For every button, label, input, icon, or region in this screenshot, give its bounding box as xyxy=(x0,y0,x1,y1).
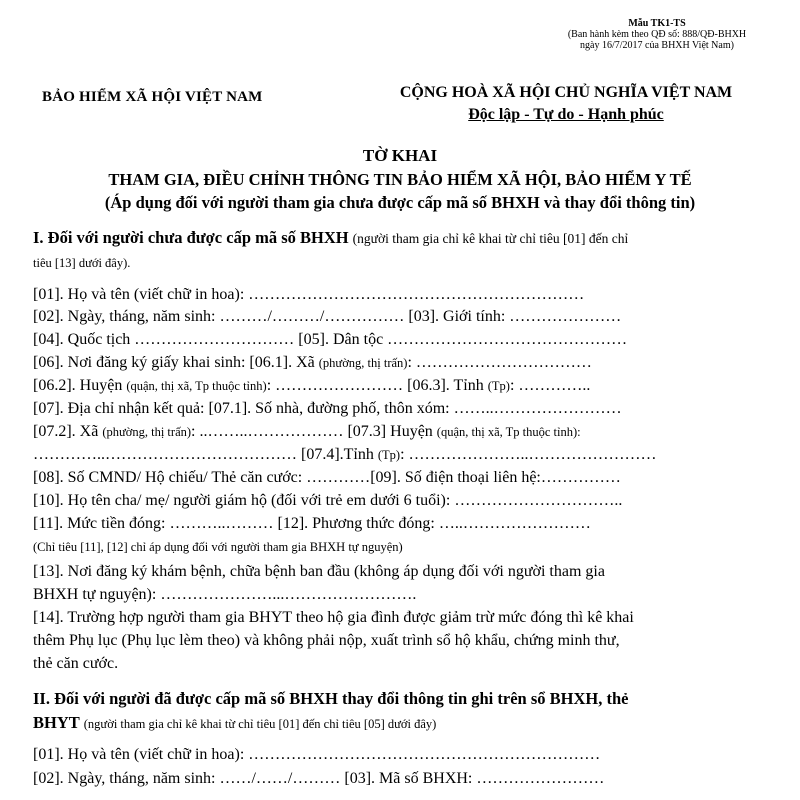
form-issuance-note: (Ban hành kèm theo QĐ số: 888/QĐ-BHXH xyxy=(567,29,747,40)
s1-field-14-cont: thêm Phụ lục (Phụ lục lèm theo) và không phải nộp, xuất trình sổ hộ khẩu, chứng minh thư, xyxy=(33,632,620,649)
s1-field-07-4-hint: (Tp) xyxy=(377,448,401,462)
s2-field-01: [01]. Họ và tên (viết chữ in hoa): ………………………………………………………… xyxy=(33,746,601,763)
document-subtitle: THAM GIA, ĐIỀU CHỈNH THÔNG TIN BẢO HIỂM XÃ HỘI, BẢO HIỂM Y TẾ xyxy=(108,170,692,189)
s1-field-02-03: [02]. Ngày, tháng, năm sinh: ………/………/…………… [03]. Giới tính: ………………… xyxy=(33,308,622,325)
s2-field-02-03: [02]. Ngày, tháng, năm sinh: ……/……/……… [03]. Mã số BHXH: …………………… xyxy=(33,770,605,787)
s1-field-06 xyxy=(33,354,592,372)
section2-heading-cont: BHYT xyxy=(33,713,80,732)
s1-field-06-hint: (phường, thị trấn) xyxy=(318,356,408,370)
section1-heading-row xyxy=(33,228,628,248)
s1-field-07-2 xyxy=(33,423,581,441)
motto-text: Độc lập - Tự do - Hạnh phúc xyxy=(468,106,664,123)
form-issuance-date: ngày 16/7/2017 của BHXH Việt Nam) xyxy=(580,40,734,51)
s1-field-11-12: [11]. Mức tiền đóng: ………..……… [12]. Phương thức đóng: …..…………………… xyxy=(33,515,591,532)
section1-note-cont: tiêu [13] dưới đây). xyxy=(33,256,131,270)
form-code-block xyxy=(552,18,762,51)
s1-field-07-4 xyxy=(33,446,657,464)
section2-note: (người tham gia chỉ kê khai từ chỉ tiêu [01] đến chỉ tiêu [05] dưới đây) xyxy=(83,717,437,731)
s1-field-13: [13]. Nơi đăng ký khám bệnh, chữa bệnh ban đầu (không áp dụng đối với người tham gia xyxy=(33,563,605,580)
s1-field-07-2-hint: (phường, thị trấn) xyxy=(102,425,192,439)
section1-note: (người tham gia chỉ kê khai từ chỉ tiêu [01] đến chỉ xyxy=(352,231,629,246)
section1-heading: I. Đối với người chưa được cấp mã số BHXH xyxy=(33,228,349,247)
s1-field-06-blank: : …………………………… xyxy=(407,354,592,371)
s1-field-10: [10]. Họ tên cha/ mẹ/ người giám hộ (đối với trẻ em dưới 6 tuổi): ………………………….. xyxy=(33,492,623,509)
s1-field-11-12-note: (Chỉ tiêu [11], [12] chỉ áp dụng đối với người tham gia BHXH tự nguyện) xyxy=(33,540,403,554)
s1-field-01: [01]. Họ và tên (viết chữ in hoa): ……………………………………………………… xyxy=(33,286,585,303)
s1-field-07-2-label: [07.2]. Xã xyxy=(33,423,99,440)
section2-heading-row xyxy=(33,713,436,733)
s1-field-13-cont: BHXH tự nguyện): …………………...……………………. xyxy=(33,586,417,603)
s1-field-07-3-label: : ..……..……………… [07.3] Huyện xyxy=(191,423,433,440)
s1-field-07-3-hint: (quận, thị xã, Tp thuộc tỉnh): xyxy=(436,425,581,439)
document-scope: (Áp dụng đối với người tham gia chưa được cấp mã số BHXH và thay đổi thông tin) xyxy=(104,193,696,212)
document-title: TỜ KHAI xyxy=(362,146,438,165)
s1-field-14: [14]. Trường hợp người tham gia BHYT theo hộ gia đình được giảm trừ mức đóng thì kê khai xyxy=(33,609,634,626)
s1-field-06-3-blank: : ………….. xyxy=(509,377,591,394)
s1-field-14-end: thẻ căn cước. xyxy=(33,655,119,672)
s1-field-06-label: [06]. Nơi đăng ký giấy khai sinh: [06.1]. Xã xyxy=(33,354,315,371)
s1-field-06-3-hint: (Tp) xyxy=(487,379,510,393)
s1-field-04-05: [04]. Quốc tịch ………………………… [05]. Dân tộc ……………………………………… xyxy=(33,331,628,348)
section2-heading: II. Đối với người đã được cấp mã số BHXH thay đổi thông tin ghi trên sổ BHXH, thẻ xyxy=(33,689,629,708)
s1-field-07: [07]. Địa chỉ nhận kết quả: [07.1]. Số nhà, đường phố, thôn xóm: ……..…………………… xyxy=(33,400,622,417)
s1-field-07-4-label: …………..……………………………… [07.4].Tỉnh xyxy=(33,446,374,463)
s1-field-06-2 xyxy=(33,377,590,395)
agency-name: BẢO HIỂM XÃ HỘI VIỆT NAM xyxy=(42,89,263,105)
s1-field-08-09: [08]. Số CMND/ Hộ chiếu/ Thẻ căn cước: …………[09]. Số điện thoại liên hệ:…………… xyxy=(33,469,621,486)
s1-field-06-2-label: [06.2]. Huyện xyxy=(33,377,123,394)
nation-name: CỘNG HOÀ XÃ HỘI CHỦ NGHĨA VIỆT NAM xyxy=(399,84,733,101)
s1-field-06-2-hint: (quận, thị xã, Tp thuộc tỉnh) xyxy=(126,379,267,393)
national-motto xyxy=(356,106,776,124)
s1-field-07-4-blank: : …………………..…………………… xyxy=(400,446,657,463)
s1-field-06-3-label: : …………………… [06.3]. Tỉnh xyxy=(266,377,484,394)
form-code: Mẫu TK1-TS xyxy=(628,18,686,29)
